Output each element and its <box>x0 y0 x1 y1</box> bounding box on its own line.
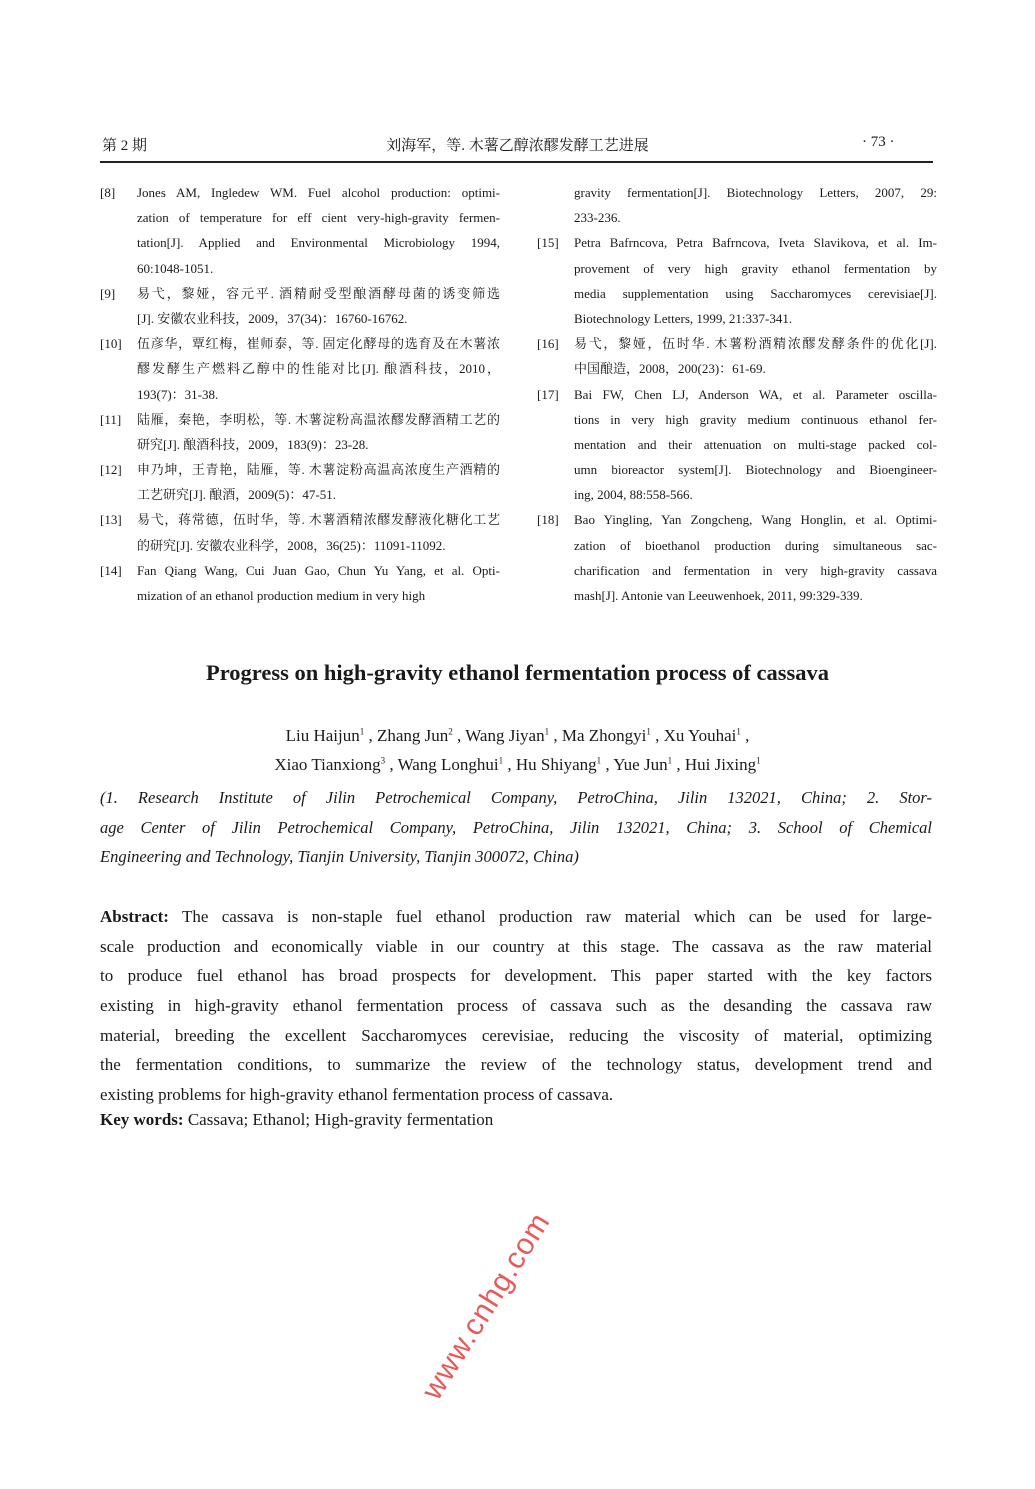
reference-entry <box>100 507 500 557</box>
reference-number: [13] <box>100 512 122 528</box>
reference-number: [9] <box>100 285 116 301</box>
reference-entry <box>100 558 500 608</box>
reference-line: umn bioreactor system[J]. Biotechnology and Bioengineer- <box>574 462 937 478</box>
reference-line: Jones AM, Ingledew WM. Fuel alcohol production: optimi- <box>137 185 500 200</box>
reference-line: mash[J]. Antonie van Leeuwenhoek, 2011, 99:329-339. <box>574 588 863 603</box>
reference-line: gravity fermentation[J]. Biotechnology Letters, 2007, 29: <box>574 185 937 200</box>
reference-line: 申乃坤，王青艳，陆雁，等. 木薯淀粉高温高浓度生产酒精的 <box>137 462 500 478</box>
author-name: Hu Shiyang <box>515 755 597 774</box>
reference-number: [12] <box>100 462 122 478</box>
reference-entry <box>537 180 937 230</box>
running-title: 刘海军，等. 木薯乙醇浓醪发酵工艺进展 <box>386 138 649 154</box>
reference-line: 工艺研究[J]. 酿酒，2009(5)：47-51. <box>137 487 336 503</box>
author-name: Wang Longhui <box>397 755 499 774</box>
references-right-column <box>537 180 937 608</box>
author-name: Zhang Jun <box>376 726 449 745</box>
reference-entry <box>537 230 937 331</box>
abstract-line <box>100 932 932 962</box>
reference-line: 伍彦华，覃红梅，崔师泰，等. 固定化酵母的选育及在木薯浓 <box>137 336 500 352</box>
reference-line: 中国酿造，2008，200(23)：61-69. <box>574 361 766 377</box>
reference-number: [8] <box>100 185 116 200</box>
abstract-line <box>100 1021 932 1051</box>
abstract-text: scale production and economically viable in our country at this stage. The cassava as the raw material <box>100 936 932 956</box>
reference-number: [17] <box>537 386 559 402</box>
affiliation-line: age Center of Jilin Petrochemical Company, PetroChina, Jilin 132021, China; 3. School of Chemical <box>100 817 932 837</box>
reference-line: 易弋，蒋常德，伍时华，等. 木薯酒精浓醪发酵液化糖化工艺 <box>137 512 500 528</box>
reference-line: 易弋，黎娅，容元平. 酒精耐受型酿酒酵母菌的诱变筛选 <box>137 285 500 301</box>
reference-entry <box>100 180 500 281</box>
affiliations <box>100 783 932 872</box>
author-affiliation-mark: 1 <box>756 755 761 766</box>
page-number: · 73 · <box>862 134 895 150</box>
reference-line: Fan Qiang Wang, Cui Juan Gao, Chun Yu Yang, et al. Opti- <box>137 562 500 578</box>
abstract-label: Abstract: <box>100 907 169 926</box>
reference-line: 193(7)：31-38. <box>137 386 219 402</box>
keywords-text: Cassava; Ethanol; High-gravity fermentation <box>187 1110 494 1129</box>
reference-number: [14] <box>100 562 122 578</box>
reference-line: 醪发酵生产燃料乙醇中的性能对比[J]. 酿酒科技，2010， <box>137 361 500 377</box>
reference-number: [15] <box>537 235 559 251</box>
abstract <box>100 902 932 1110</box>
keywords <box>100 1110 493 1130</box>
reference-line: ing, 2004, 88:558-566. <box>574 487 693 503</box>
abstract-text: existing in high-gravity ethanol fermentation process of cassava such as the desanding the cassava raw <box>100 996 932 1016</box>
reference-entry <box>100 407 500 457</box>
abstract-line <box>100 991 932 1021</box>
reference-line: 233-236. <box>574 210 621 226</box>
author-name: Yue Jun <box>613 755 668 774</box>
reference-line: 的研究[J]. 安徽农业科学，2008，36(25)：11091-11092. <box>137 537 446 553</box>
watermark: www.cnhg.com <box>415 1206 557 1406</box>
reference-entry <box>537 382 937 508</box>
issue-number: 第 2 期 <box>102 138 148 154</box>
abstract-text: the fermentation conditions, to summarize the review of the technology status, development trend and <box>100 1055 932 1075</box>
reference-line: 研究[J]. 酿酒科技，2009，183(9)：23-28. <box>137 436 369 452</box>
author-name: Xiao Tianxiong <box>274 755 381 774</box>
author-name: Hui Jixing <box>684 755 757 774</box>
reference-line: 60:1048-1051. <box>137 260 214 276</box>
author-affiliation-mark: 1 <box>596 755 602 766</box>
reference-line: charification and fermentation in very high-gravity cassava <box>574 562 937 578</box>
author-name: Ma Zhongyi <box>561 726 647 745</box>
reference-line: media supplementation using Saccharomyces cerevisiae[J]. <box>574 285 937 301</box>
abstract-text: The cassava is non-staple fuel ethanol production raw material which can be used for large- <box>181 907 932 926</box>
author-name: Xu Youhai <box>663 726 737 745</box>
abstract-line <box>100 902 932 932</box>
reference-entry <box>537 507 937 608</box>
reference-line: zation of temperature for eff cient very-high-gravity fermen- <box>137 210 500 226</box>
affiliation-line: (1. Research Institute of Jilin Petrochemical Company, PetroChina, Jilin 132021, China; 2. Stor- <box>100 788 932 807</box>
header-rule <box>100 161 933 163</box>
author-affiliation-mark: 1 <box>736 726 741 737</box>
reference-line: Bai FW, Chen LJ, Anderson WA, et al. Parameter oscilla- <box>574 386 937 402</box>
author-affiliation-mark: 1 <box>667 755 673 766</box>
authors-line-2: Xiao Tianxiong$^3$ , Wang Longhui$^1$ , Hu Shiyang$^1$ , Yue Jun$^1$ , Hui Jixing$^1$ <box>274 755 761 774</box>
reference-line: 陆雁，秦艳，李明松，等. 木薯淀粉高温浓醪发酵酒精工艺的 <box>137 411 500 427</box>
reference-line: [J]. 安徽农业科技，2009，37(34)：16760-16762. <box>137 310 408 326</box>
abstract-line <box>100 1050 932 1080</box>
author-name: Wang Jiyan <box>465 726 545 745</box>
article-title: Progress on high-gravity ethanol fermentation process of cassava <box>205 660 830 685</box>
reference-entry <box>100 331 500 407</box>
abstract-text: existing problems for high-gravity ethanol fermentation process of cassava. <box>100 1085 614 1105</box>
reference-entry <box>537 331 937 381</box>
author-affiliation-mark: 3 <box>380 755 386 766</box>
affiliation-line: Engineering and Technology, Tianjin University, Tianjin 300072, China) <box>100 847 579 866</box>
author-name: Liu Haijun <box>285 726 360 745</box>
reference-line: Petra Bafrncova, Petra Bafrncova, Iveta Slavikova, et al. Im- <box>574 235 937 251</box>
reference-number: [16] <box>537 336 559 352</box>
reference-line: tions in very high gravity medium continuous ethanol fer- <box>574 411 937 427</box>
reference-number: [10] <box>100 336 122 352</box>
author-affiliation-mark: 1 <box>359 726 365 737</box>
reference-line: zation of bioethanol production during simultaneous sac- <box>574 537 937 553</box>
references-left-column <box>100 180 500 608</box>
author-affiliation-mark: 1 <box>646 726 651 737</box>
author-affiliation-mark: 1 <box>498 755 504 766</box>
reference-number: [11] <box>100 411 122 427</box>
authors-line-1: Liu Haijun$^1$ , Zhang Jun$^2$ , Wang Jiyan$^1$ , Ma Zhongyi$^1$ , Xu Youhai$^1$ , <box>285 726 750 745</box>
reference-line: mentation and their attenuation on multi-stage packed col- <box>574 436 937 452</box>
abstract-line <box>100 1080 932 1110</box>
reference-number: [18] <box>537 512 559 528</box>
reference-line: tation[J]. Applied and Environmental Microbiology 1994, <box>137 235 500 251</box>
reference-line: provement of very high gravity ethanol fermentation by <box>574 260 937 276</box>
author-affiliation-mark: 2 <box>448 726 453 737</box>
reference-line: 易弋，黎娅，伍时华. 木薯粉酒精浓醪发酵条件的优化[J]. <box>574 336 937 352</box>
author-affiliation-mark: 1 <box>544 726 550 737</box>
reference-entry <box>100 281 500 331</box>
reference-line: Bao Yingling, Yan Zongcheng, Wang Honglin, et al. Optimi- <box>574 512 937 528</box>
reference-line: Biotechnology Letters, 1999, 21:337-341. <box>574 310 793 326</box>
reference-line: mization of an ethanol production medium in very high <box>137 588 426 603</box>
abstract-line <box>100 961 932 991</box>
keywords-label: Key words: <box>100 1110 184 1129</box>
abstract-text: material, breeding the excellent Saccharomyces cerevisiae, reducing the viscosity of material, optimizing <box>100 1025 932 1045</box>
abstract-text: to produce fuel ethanol has broad prospects for development. This paper started with the key factors <box>100 966 932 986</box>
reference-entry <box>100 457 500 507</box>
